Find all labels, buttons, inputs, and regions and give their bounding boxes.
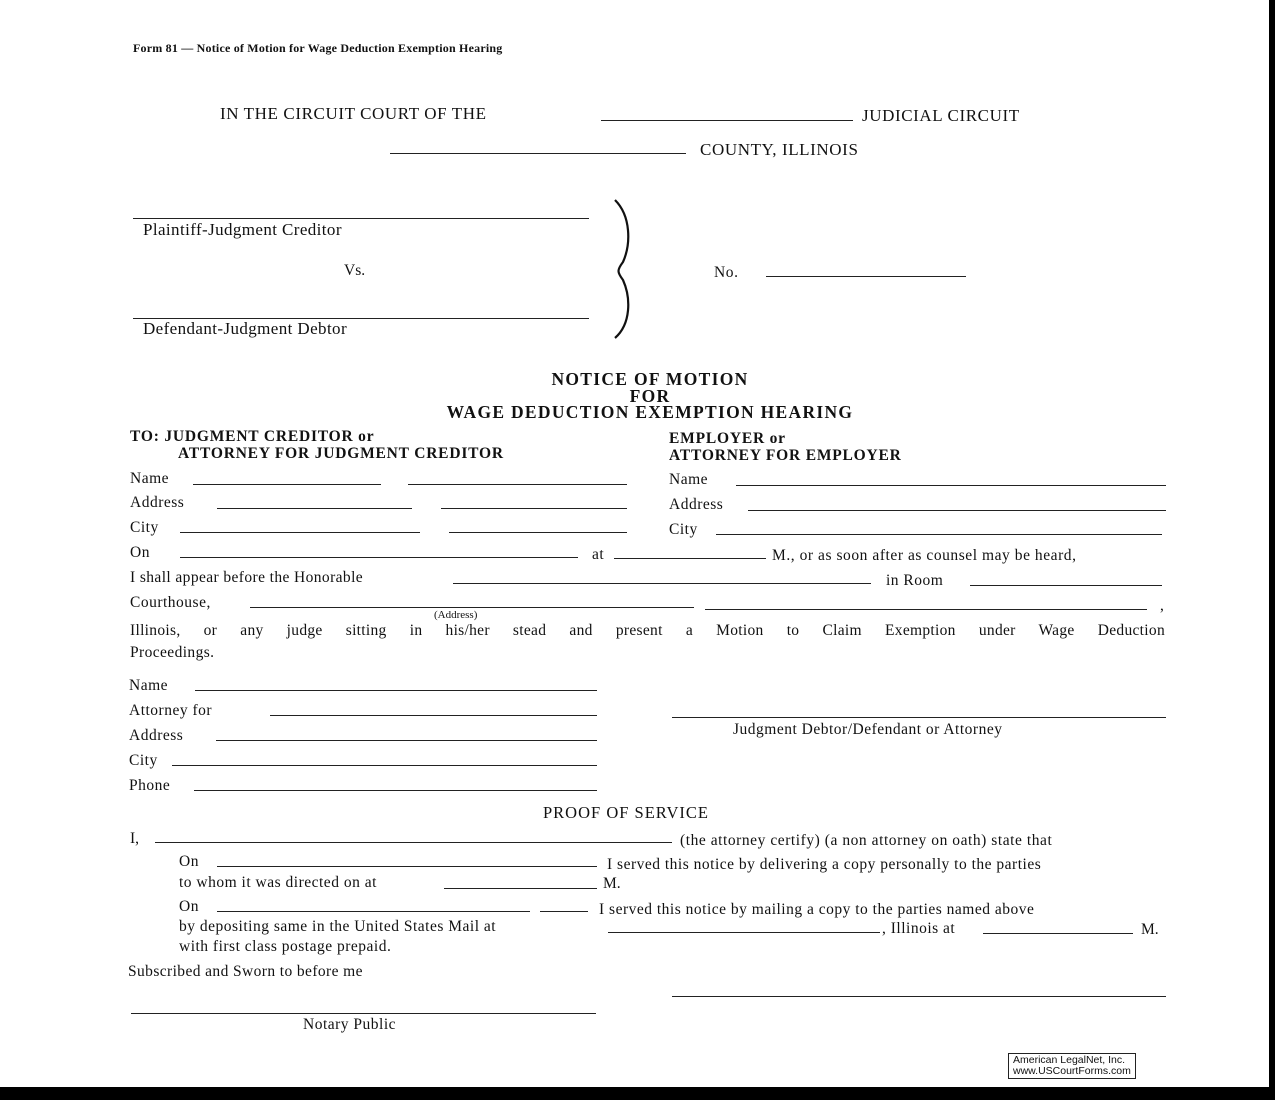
attorney-for-label: Attorney for — [129, 702, 213, 719]
subscribed-text: Subscribed and Sworn to before me — [128, 963, 363, 980]
defendant-label: Defendant-Judgment Debtor — [143, 319, 348, 338]
form-title: Form 81 — Notice of Motion for Wage Deduction Exemption Hearing — [133, 41, 503, 55]
notice-title-line1: NOTICE OF MOTION — [551, 369, 749, 389]
in-room-label: in Room — [886, 572, 944, 589]
signer-name-label: Name — [129, 677, 169, 694]
attorney-for-employer: ATTORNEY FOR EMPLOYER — [669, 447, 902, 464]
motion-body-line2: Proceedings. — [130, 644, 215, 661]
debtor-signature-field[interactable] — [672, 717, 1166, 718]
employer-address-field[interactable] — [748, 510, 1166, 511]
employer-name-label: Name — [669, 471, 709, 488]
signer-name-field[interactable] — [195, 690, 597, 691]
appear-text: I shall appear before the Honorable — [130, 569, 364, 586]
employer-city-field[interactable] — [716, 534, 1162, 535]
employer-heading: EMPLOYER or — [669, 430, 786, 447]
creditor-address-field-a[interactable] — [217, 508, 412, 509]
signer-city-label: City — [129, 752, 158, 769]
hearing-on-label: On — [130, 544, 150, 561]
personal-directed-text: to whom it was directed on at — [179, 874, 377, 891]
judicial-circuit-field[interactable] — [601, 120, 853, 121]
to-judgment-creditor: TO: JUDGMENT CREDITOR or — [130, 428, 375, 445]
employer-city-label: City — [669, 521, 698, 538]
signer-address-label: Address — [129, 727, 184, 744]
mail-place-field[interactable] — [608, 932, 880, 933]
proof-heading: PROOF OF SERVICE — [543, 803, 709, 822]
attorney-for-judgment-creditor: ATTORNEY FOR JUDGMENT CREDITOR — [178, 445, 504, 462]
personal-date-field[interactable] — [217, 866, 597, 867]
personal-m-label: M. — [603, 875, 621, 892]
signer-phone-label: Phone — [129, 777, 171, 794]
motion-body-line1: Illinois, or any judge sitting in his/her stead and present a Motion to Claim Exemption under Wage Deduction — [130, 622, 1165, 639]
mail-date-field[interactable] — [217, 911, 530, 912]
caption-brace — [605, 196, 635, 342]
notary-signature-field[interactable] — [131, 1013, 596, 1014]
attorney-for-field[interactable] — [270, 715, 597, 716]
room-field[interactable] — [970, 585, 1162, 586]
postage-text: with first class postage prepaid. — [179, 938, 392, 955]
vs-label: Vs. — [344, 262, 366, 279]
certify-text: (the attorney certify) (a non attorney on oath) state that — [680, 832, 1053, 849]
county-field[interactable] — [390, 153, 686, 154]
personal-service-text: I served this notice by delivering a copy personally to the parties — [607, 856, 1042, 873]
creditor-address-field-b[interactable] — [441, 508, 627, 509]
illinois-at-text: , Illinois at — [882, 920, 956, 937]
case-no-label: No. — [714, 264, 739, 281]
publisher-stamp — [1008, 1053, 1136, 1079]
personal-on-label: On — [179, 853, 199, 870]
mail-on-label: On — [179, 898, 199, 915]
creditor-city-field-a[interactable] — [180, 532, 420, 533]
courthouse-address-field-b[interactable] — [705, 609, 1147, 610]
court-line1-prefix: IN THE CIRCUIT COURT OF THE — [220, 104, 487, 123]
creditor-address-label: Address — [130, 494, 185, 511]
judge-name-field[interactable] — [453, 583, 871, 584]
hearing-date-field[interactable] — [180, 557, 578, 558]
case-number-field[interactable] — [766, 276, 966, 277]
creditor-name-field-a[interactable] — [193, 484, 381, 485]
publisher-name: American LegalNet, Inc. — [1013, 1054, 1126, 1066]
server-signature-field[interactable] — [672, 996, 1166, 997]
publisher-url: www.USCourtForms.com — [1013, 1065, 1131, 1077]
notice-title-line3: WAGE DEDUCTION EXEMPTION HEARING — [446, 402, 854, 422]
mail-depositing-text: by depositing same in the United States Mail at — [179, 918, 497, 935]
debtor-signature-caption: Judgment Debtor/Defendant or Attorney — [733, 721, 1003, 738]
hearing-at-label: at — [592, 546, 605, 563]
personal-time-field[interactable] — [444, 888, 597, 889]
courthouse-label: Courthouse, — [130, 594, 211, 611]
mail-m-label: M. — [1141, 921, 1159, 938]
courthouse-address-field[interactable] — [250, 607, 694, 608]
plaintiff-label: Plaintiff-Judgment Creditor — [143, 220, 342, 239]
creditor-city-label: City — [130, 519, 159, 536]
address-caption: (Address) — [434, 609, 478, 621]
mail-service-text: I served this notice by mailing a copy to the parties named above — [599, 901, 1035, 918]
mail-time-field[interactable] — [983, 933, 1133, 934]
court-line1-suffix: JUDICIAL CIRCUIT — [862, 106, 1020, 125]
hearing-time-field[interactable] — [614, 558, 766, 559]
creditor-city-field-b[interactable] — [449, 532, 627, 533]
court-line2-suffix: COUNTY, ILLINOIS — [700, 140, 859, 159]
signer-phone-field[interactable] — [194, 790, 597, 791]
employer-name-field[interactable] — [736, 485, 1166, 486]
creditor-name-label: Name — [130, 470, 170, 487]
courthouse-comma: , — [1160, 597, 1164, 614]
creditor-name-field-b[interactable] — [408, 484, 627, 485]
signer-address-field[interactable] — [216, 740, 597, 741]
employer-address-label: Address — [669, 496, 724, 513]
notary-caption: Notary Public — [303, 1016, 397, 1033]
server-name-field[interactable] — [155, 842, 672, 843]
plaintiff-field[interactable] — [133, 218, 589, 219]
mail-date-field-b[interactable] — [540, 911, 588, 912]
notice-title-line2: FOR — [629, 386, 671, 406]
hearing-counsel-text: M., or as soon after as counsel may be heard, — [772, 547, 1077, 564]
signer-city-field[interactable] — [172, 765, 597, 766]
proof-i-label: I, — [130, 830, 140, 847]
